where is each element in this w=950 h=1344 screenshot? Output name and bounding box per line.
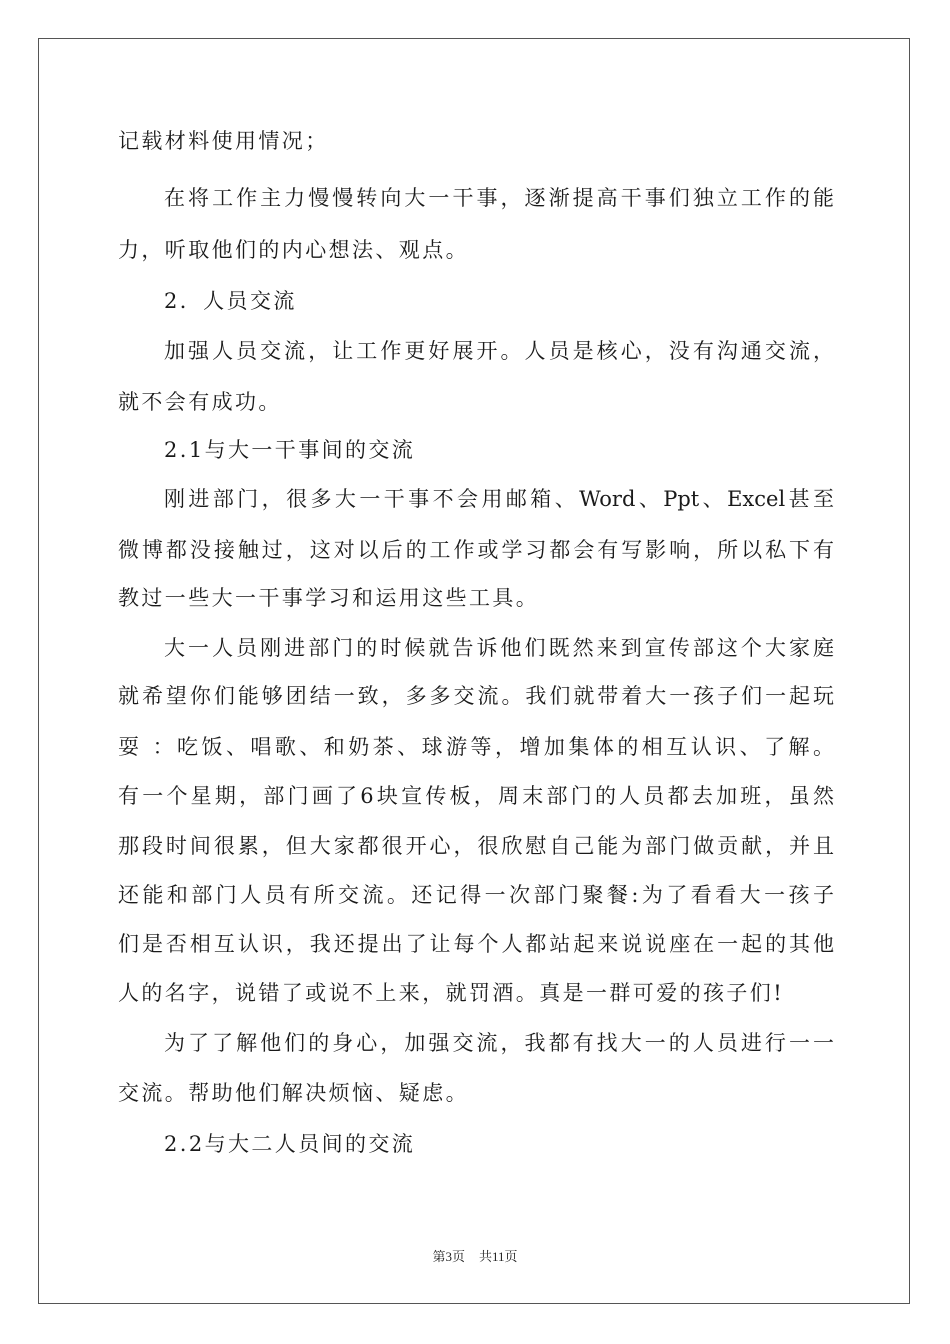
text-line: 交流。帮助他们解决烦恼、疑虑。 <box>118 1081 469 1105</box>
subsection-heading: 2.2与大二人员间的交流 <box>164 1132 416 1156</box>
paragraph-line: 为了了解他们的身心，加强交流，我都有找大一的人员进行一一 <box>164 1031 834 1055</box>
page-border <box>38 38 910 1304</box>
text-line: 们是否相互认识，我还提出了让每个人都站起来说说座在一起的其他 <box>118 932 834 956</box>
page-number: 第3页 <box>432 1249 465 1264</box>
page-total: 共11页 <box>478 1249 518 1264</box>
paragraph-line: 大一人员刚进部门的时候就告诉他们既然来到宣传部这个大家庭 <box>164 636 834 660</box>
text-line: 还能和部门人员有所交流。还记得一次部门聚餐:为了看看大一孩子 <box>118 883 834 907</box>
text-line: 力，听取他们的内心想法、观点。 <box>118 238 469 262</box>
text-line: 微博都没接触过，这对以后的工作或学习都会有写影响，所以私下有 <box>118 538 834 562</box>
subsection-heading: 2.1与大一干事间的交流 <box>164 438 416 462</box>
text-line: 耍 ：吃饭、唱歌、和奶茶、球游等，增加集体的相互认识、了解。 <box>118 735 834 759</box>
text-line: 教过一些大一干事学习和运用这些工具。 <box>118 586 540 610</box>
text-line: 那段时间很累，但大家都很开心，很欣慰自己能为部门做贡献，并且 <box>118 834 834 858</box>
text-line: 有一个星期，部门画了6块宣传板，周末部门的人员都去加班，虽然 <box>118 784 834 808</box>
page-footer <box>0 1246 950 1265</box>
paragraph-line: 加强人员交流，让工作更好展开。人员是核心，没有沟通交流， <box>164 339 834 363</box>
text-line: 就希望你们能够团结一致，多多交流。我们就带着大一孩子们一起玩 <box>118 684 834 708</box>
paragraph-line: 在将工作主力慢慢转向大一干事，逐渐提高干事们独立工作的能 <box>164 186 834 210</box>
section-heading: 2．人员交流 <box>164 289 297 313</box>
text-line: 人的名字，说错了或说不上来，就罚酒。真是一群可爱的孩子们! <box>118 981 785 1005</box>
text-line: 就不会有成功。 <box>118 390 282 414</box>
paragraph-line: 刚进部门，很多大一干事不会用邮箱、Word、Ppt、Excel甚至 <box>164 487 834 511</box>
text-line: 记载材料使用情况； <box>118 129 329 153</box>
